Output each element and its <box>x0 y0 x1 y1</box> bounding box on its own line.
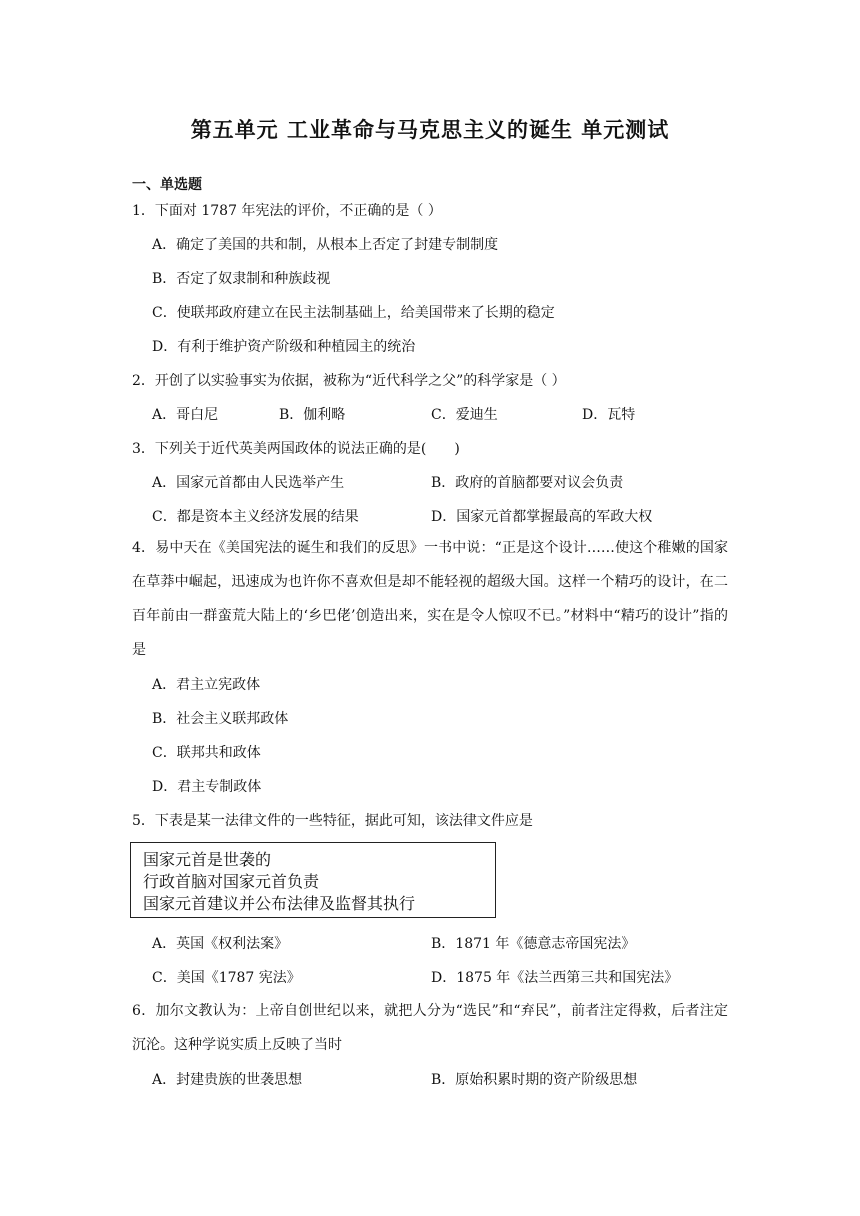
feature-row: 行政首脑对国家元首负责 <box>143 872 320 891</box>
question-4-option-a[interactable]: A．君主立宪政体 <box>152 677 261 693</box>
question-2-option-d[interactable]: D．瓦特 <box>582 407 636 423</box>
question-3-option-d[interactable]: D．国家元首都掌握最高的军政大权 <box>431 509 653 525</box>
question-5-option-c[interactable]: C．美国《1787 宪法》 <box>152 970 301 986</box>
question-4-option-d[interactable]: D．君主专制政体 <box>152 779 262 795</box>
question-4-stem: 4．易中天在《美国宪法的诞生和我们的反思》一书中说：“正是这个设计……使这个稚嫩的国家在草莽中崛起，迅速成为也许你不喜欢但是却不能轻视的超级大国。这样一个精巧的设计，在二百年前由一群蛮荒大陆上的‘乡巴佬’创造出来，实在是令人惊叹不已。”材料中“精巧的设计”指的是 <box>132 540 728 658</box>
question-3-option-c[interactable]: C．都是资本主义经济发展的结果 <box>152 509 359 525</box>
feature-table <box>130 842 496 918</box>
question-2-option-b[interactable]: B．伽利略 <box>279 407 346 423</box>
question-1-option-b[interactable]: B．否定了奴隶制和种族歧视 <box>152 271 331 287</box>
feature-row: 国家元首建议并公布法律及监督其执行 <box>143 894 416 913</box>
section-heading: 一、单选题 <box>132 177 202 193</box>
question-2-stem: 2．开创了以实验事实为依据，被称为“近代科学之父”的科学家是（ ） <box>132 373 566 389</box>
question-1-option-c[interactable]: C．使联邦政府建立在民主法制基础上，给美国带来了长期的稳定 <box>152 305 555 321</box>
question-5-option-d[interactable]: D．1875 年《法兰西第三共和国宪法》 <box>431 970 679 986</box>
feature-row: 国家元首是世袭的 <box>143 850 272 869</box>
question-5-stem: 5．下表是某一法律文件的一些特征，据此可知，该法律文件应是 <box>132 813 533 829</box>
question-1-option-d[interactable]: D．有利于维护资产阶级和种植园主的统治 <box>152 339 416 355</box>
question-2-option-a[interactable]: A．哥白尼 <box>152 407 219 423</box>
question-5-option-b[interactable]: B．1871 年《德意志帝国宪法》 <box>431 936 636 952</box>
question-4-option-c[interactable]: C．联邦共和政体 <box>152 745 261 761</box>
question-5-option-a[interactable]: A．英国《权利法案》 <box>152 936 289 952</box>
question-1-stem: 1．下面对 1787 年宪法的评价，不正确的是（ ） <box>132 203 442 219</box>
document-title: 第五单元 工业革命与马克思主义的诞生 单元测试 <box>190 117 670 142</box>
question-6-option-a[interactable]: A．封建贵族的世袭思想 <box>152 1072 303 1088</box>
question-3-option-b[interactable]: B．政府的首脑都要对议会负责 <box>431 475 624 491</box>
question-1-option-a[interactable]: A．确定了美国的共和制，从根本上否定了封建专制制度 <box>152 237 499 253</box>
question-3-stem: 3．下列关于近代英美两国政体的说法正确的是( ) <box>132 441 460 457</box>
question-2-option-c[interactable]: C．爱迪生 <box>431 407 498 423</box>
question-6-stem: 6．加尔文教认为：上帝自创世纪以来，就把人分为“选民”和“弃民”，前者注定得救，后者注定沉沦。这种学说实质上反映了当时 <box>132 1003 728 1053</box>
question-6-option-b[interactable]: B．原始积累时期的资产阶级思想 <box>431 1072 638 1088</box>
question-4-option-b[interactable]: B．社会主义联邦政体 <box>152 711 289 727</box>
question-3-option-a[interactable]: A．国家元首都由人民选举产生 <box>152 475 345 491</box>
